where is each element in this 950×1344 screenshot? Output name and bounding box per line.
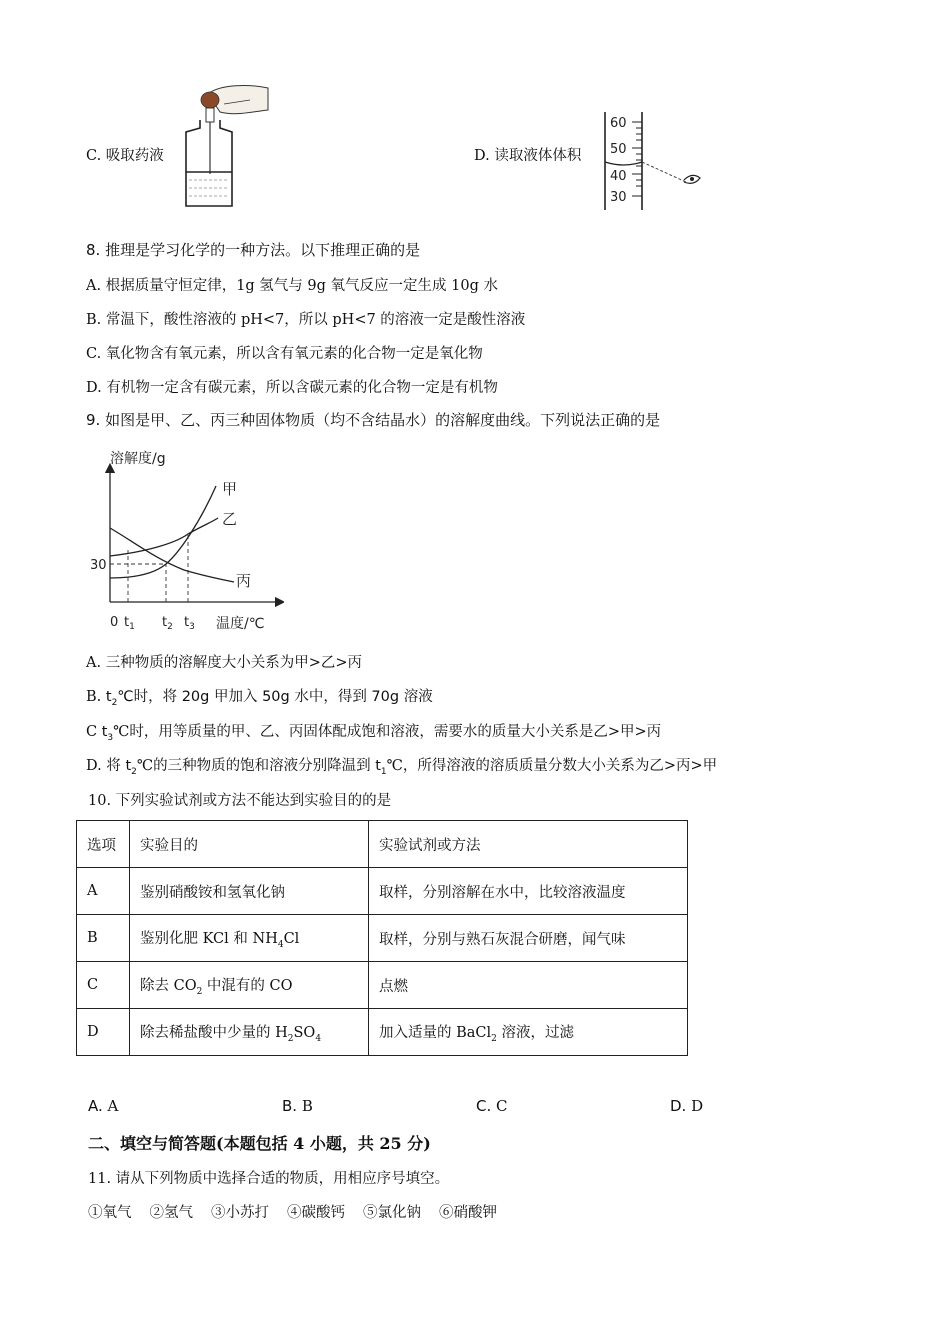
q7-option-d: D. 读取液体体积 [474, 148, 582, 164]
table-cell: 取样，分别与熟石灰混合研磨，闻气味 [369, 915, 688, 962]
list-item: ②氢气 [149, 1205, 193, 1221]
table-cell: D [77, 1009, 130, 1056]
graph-xtick-0: 0 [110, 615, 119, 630]
list-item: ③小苏打 [211, 1205, 269, 1221]
curve-label-yi: 乙 [222, 510, 238, 528]
q10-stem: 10. 下列实验试剂或方法不能达到实验目的的是 [88, 793, 392, 809]
table-cell: 鉴别化肥 KCl 和 $NH_4Cl$ [130, 915, 369, 962]
table-cell: 取样，分别溶解在水中，比较溶液温度 [369, 868, 688, 915]
q8-option-b: B. 常温下，酸性溶液的 pH<7，所以 pH<7 的溶液一定是酸性溶液 [86, 312, 526, 328]
answer-choice-a[interactable]: A. A [88, 1097, 119, 1115]
table-cell: 点燃 [369, 962, 688, 1009]
q8-option-c: C. 氧化物含有氧元素，所以含有氧元素的化合物一定是氧化物 [86, 346, 483, 362]
table-cell: A [77, 868, 130, 915]
table-header-cell: 实验试剂或方法 [369, 821, 688, 868]
table-cell: 除去 $CO_2$ 中混有的 CO [130, 962, 369, 1009]
table-row [77, 1009, 688, 1056]
table-header-cell: 实验目的 [130, 821, 369, 868]
list-item: ⑤氯化钠 [363, 1205, 421, 1221]
q7-option-c: C. 吸取药液 [86, 148, 164, 164]
cylinder-tick-50: 50 [610, 142, 627, 157]
cylinder-tick-30: 30 [610, 190, 627, 205]
q8-option-d: D. 有机物一定含有碳元素，所以含碳元素的化合物一定是有机物 [86, 380, 498, 396]
q9-option-d: D. 将 $t_2℃$的三种物质的饱和溶液分别降温到 $t_1℃$，所得溶液的溶质质量分数大小关系为乙>丙>甲 [86, 758, 718, 777]
q9-option-b: B. $t_2℃$时，将 20g 甲加入 50g 水中，得到 70g 溶液 [86, 689, 433, 708]
graph-ylabel: 溶解度/g [110, 451, 166, 467]
table-header-row [77, 821, 688, 868]
q8-stem: 8. 推理是学习化学的一种方法。以下推理正确的是 [86, 241, 421, 259]
q9-option-a: A. 三种物质的溶解度大小关系为甲>乙>丙 [86, 655, 362, 671]
q8-option-a: A. 根据质量守恒定律，1g 氢气与 9g 氧气反应一定生成 10g 水 [86, 278, 498, 294]
graph-ytick-30: 30 [90, 558, 107, 573]
eye-icon [684, 175, 700, 183]
curve-label-jia: 甲 [222, 480, 238, 498]
curve-bing [110, 528, 234, 582]
cylinder-tick-40: 40 [610, 169, 627, 184]
graph-xtick-t1: $t_1$ [124, 615, 135, 632]
answer-choice-b[interactable]: B. B [282, 1097, 313, 1115]
table-cell: B [77, 915, 130, 962]
curve-yi [110, 518, 218, 556]
table-cell: 鉴别硝酸铵和氢氧化钠 [130, 868, 369, 915]
graduated-cylinder-illustration [600, 110, 710, 214]
q11-item-list [88, 1201, 497, 1222]
table-row [77, 962, 688, 1009]
graph-xtick-t2: $t_2$ [162, 615, 173, 632]
q10-table [76, 820, 688, 1056]
dropper-bottle-illustration [180, 82, 272, 212]
curve-label-bing: 丙 [236, 572, 252, 590]
solubility-curve-graph [84, 446, 284, 636]
table-row [77, 868, 688, 915]
list-item: ⑥硝酸钾 [439, 1205, 497, 1221]
graph-xlabel: 温度/℃ [216, 616, 265, 632]
list-item: ①氧气 [88, 1205, 132, 1221]
q9-option-c: C $t_3℃$时，用等质量的甲、乙、丙固体配成饱和溶液，需要水的质量大小关系是乙>甲>丙 [86, 724, 662, 743]
table-header-cell: 选项 [77, 821, 130, 868]
table-cell: C [77, 962, 130, 1009]
table-row [77, 915, 688, 962]
q11-stem: 11. 请从下列物质中选择合适的物质，用相应序号填空。 [88, 1171, 450, 1187]
table-cell: 加入适量的 BaCl$_2$ 溶液，过滤 [369, 1009, 688, 1056]
list-item: ④碳酸钙 [287, 1205, 345, 1221]
q9-stem: 9. 如图是甲、乙、丙三种固体物质（均不含结晶水）的溶解度曲线。下列说法正确的是 [86, 411, 661, 429]
section-2-title: 二、填空与简答题(本题包括 4 小题，共 25 分) [88, 1134, 431, 1153]
cylinder-tick-60: 60 [610, 116, 627, 131]
answer-choice-d[interactable]: D. D [670, 1097, 704, 1115]
table-cell: 除去稀盐酸中少量的 $H_2SO_4$ [130, 1009, 369, 1056]
answer-choice-c[interactable]: C. C [476, 1097, 508, 1115]
graph-xtick-t3: $t_3$ [184, 615, 195, 632]
